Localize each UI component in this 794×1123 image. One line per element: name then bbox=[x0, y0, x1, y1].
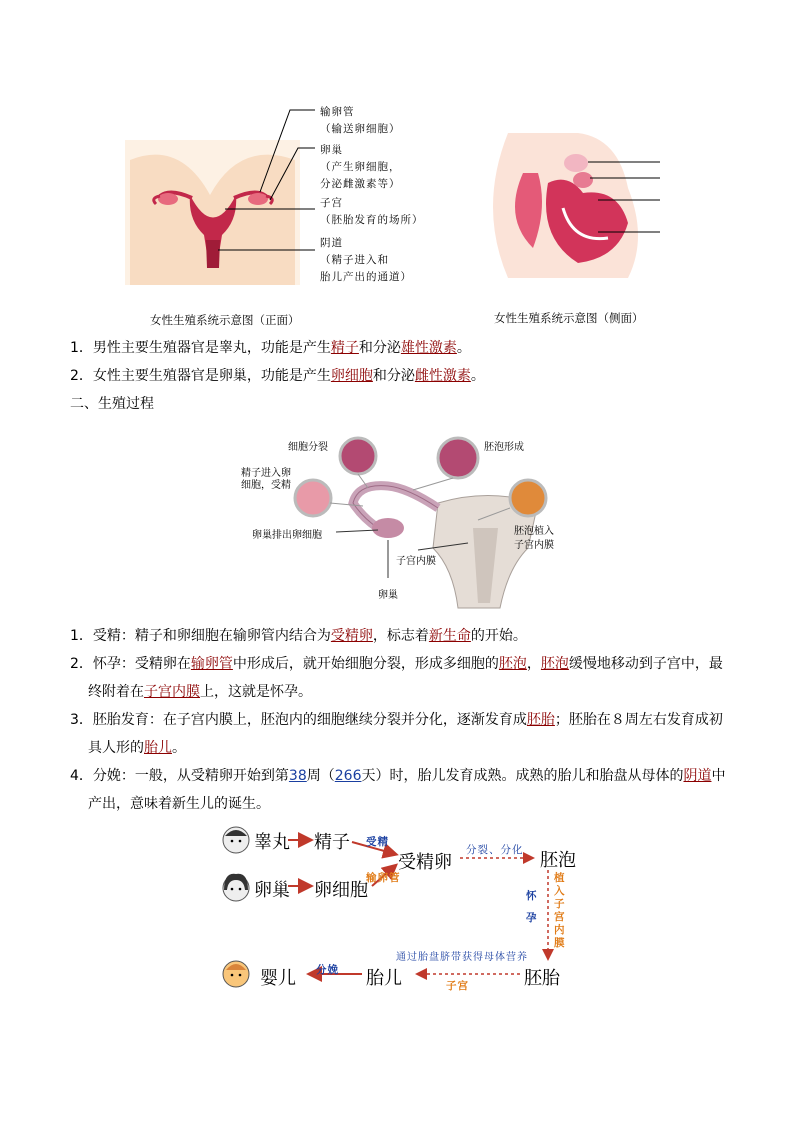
implant-char: 内 bbox=[554, 924, 566, 936]
reproduction-flow-diagram bbox=[220, 824, 590, 994]
caption-front: 女性生殖系统示意图（正面） bbox=[150, 313, 300, 327]
female-reproductive-front-figure bbox=[120, 100, 430, 320]
text: 上，这就是怀孕。 bbox=[200, 684, 312, 700]
flow-preg-1: 怀 bbox=[526, 890, 538, 902]
text: ， bbox=[526, 656, 541, 672]
label-implant-2: 子宫内膜 bbox=[514, 540, 554, 551]
text: 中 bbox=[711, 768, 726, 784]
pregnancy-paragraph bbox=[70, 650, 730, 706]
answer-endometrium: 子宫内膜 bbox=[144, 684, 200, 700]
answer-266-days: 266 bbox=[334, 768, 362, 784]
note-ovary-2: 分泌雌激素等） bbox=[320, 178, 401, 190]
note-vagina-1: （精子进入和 bbox=[320, 254, 389, 266]
birth-paragraph bbox=[70, 762, 730, 818]
female-organ-paragraph bbox=[70, 362, 730, 390]
answer-new-life: 新生命 bbox=[428, 628, 471, 644]
label-blastocyst-form: 胚泡形成 bbox=[484, 442, 524, 453]
text: 天）时，胎儿发育成熟。成熟的胎儿和胎盘从母体的 bbox=[361, 768, 684, 784]
answer-blastocyst: 胚泡 bbox=[498, 656, 527, 672]
flow-divide: 分裂、分化 bbox=[466, 844, 524, 856]
text: 2．女性主要生殖器官是卵巢，功能是产生 bbox=[70, 368, 331, 384]
text: 具人形的 bbox=[88, 740, 144, 756]
label-cell-division: 细胞分裂 bbox=[288, 442, 328, 453]
text: 周（ bbox=[306, 768, 335, 784]
answer-sperm: 精子 bbox=[330, 340, 359, 356]
implant-char: 植 bbox=[554, 872, 566, 884]
implant-char: 子 bbox=[554, 898, 566, 910]
text: 。 bbox=[172, 740, 186, 756]
text: ，标志着 bbox=[372, 628, 429, 644]
flow-zygote: 受精卵 bbox=[398, 852, 452, 873]
implant-char: 入 bbox=[554, 885, 566, 897]
female-reproductive-side-figure bbox=[478, 128, 663, 288]
flow-implant bbox=[554, 872, 566, 950]
flow-sperm: 精子 bbox=[314, 832, 350, 853]
text: 的开始。 bbox=[470, 628, 527, 644]
flow-uterus: 子宫 bbox=[446, 980, 469, 992]
male-organ-paragraph bbox=[70, 334, 730, 362]
label-vagina: 阴道 bbox=[320, 237, 343, 249]
text: 产出，意味着新生儿的诞生。 bbox=[88, 796, 270, 812]
flow-testis: 睾丸 bbox=[254, 832, 290, 853]
woman-face-icon bbox=[223, 874, 249, 901]
man-face-icon bbox=[223, 827, 249, 853]
text: 。 bbox=[456, 340, 471, 356]
text: 和分泌 bbox=[358, 340, 401, 356]
text: 2．怀孕：受精卵在 bbox=[70, 656, 191, 672]
flow-fertilize: 受精 bbox=[366, 836, 389, 848]
answer-oviduct: 输卵管 bbox=[190, 656, 233, 672]
text: 。 bbox=[470, 368, 485, 384]
label-sperm-enter-1: 精子进入卵 bbox=[241, 468, 291, 479]
fertilization-paragraph bbox=[70, 622, 730, 650]
label-sperm-enter-2: 细胞，受精 bbox=[241, 480, 291, 491]
flow-birth: 分娩 bbox=[316, 964, 339, 976]
note-uterus: （胚胎发育的场所） bbox=[320, 214, 424, 226]
reproduction-process-figure bbox=[238, 428, 568, 613]
embryo-paragraph bbox=[70, 706, 730, 762]
text: 中形成后，就开始细胞分裂，形成多细胞的 bbox=[232, 656, 499, 672]
answer-male-hormone: 雄性激素 bbox=[400, 340, 457, 356]
implant-char: 膜 bbox=[554, 937, 566, 949]
flow-blastocyst: 胚泡 bbox=[540, 850, 576, 871]
text: 缓慢地移动到子宫中，最 bbox=[568, 656, 723, 672]
text: 终附着在 bbox=[88, 684, 144, 700]
flow-oviduct: 输卵管 bbox=[366, 872, 401, 884]
label-ovary-release: 卵巢排出卵细胞 bbox=[252, 530, 322, 541]
note-oviduct: （输送卵细胞） bbox=[320, 123, 401, 135]
text: ；胚胎在８周左右发育成初 bbox=[554, 712, 723, 728]
label-ovary: 卵巢 bbox=[378, 590, 398, 601]
note-ovary-1: （产生卵细胞， bbox=[320, 161, 401, 173]
answer-embryo: 胚胎 bbox=[526, 712, 555, 728]
flow-fetus: 胎儿 bbox=[366, 968, 402, 989]
label-ovary: 卵巢 bbox=[320, 144, 343, 156]
answer-female-hormone: 雌性激素 bbox=[414, 368, 471, 384]
label-oviduct: 输卵管 bbox=[320, 106, 355, 118]
implant-char: 宫 bbox=[554, 911, 566, 923]
section-heading: 二、生殖过程 bbox=[70, 396, 154, 412]
flow-baby: 婴儿 bbox=[260, 968, 296, 989]
answer-38-weeks: 38 bbox=[288, 768, 307, 784]
answer-zygote: 受精卵 bbox=[330, 628, 373, 644]
answer-egg: 卵细胞 bbox=[330, 368, 373, 384]
label-implant-1: 胚泡植入 bbox=[514, 526, 554, 537]
caption-side: 女性生殖系统示意图（侧面） bbox=[494, 311, 644, 325]
text: 3．胚胎发育：在子宫内膜上，胚泡内的细胞继续分裂并分化，逐渐发育成 bbox=[70, 712, 527, 728]
label-uterus: 子宫 bbox=[320, 197, 343, 209]
side-view-illustration bbox=[478, 128, 663, 288]
text: 1．受精：精子和卵细胞在输卵管内结合为 bbox=[70, 628, 331, 644]
baby-face-icon bbox=[223, 961, 249, 987]
flow-preg-2: 孕 bbox=[526, 912, 538, 924]
label-endometrium: 子宫内膜 bbox=[396, 556, 436, 567]
flow-egg: 卵细胞 bbox=[314, 880, 368, 901]
text: 和分泌 bbox=[372, 368, 415, 384]
flow-placenta: 通过胎盘脐带获得母体营养 bbox=[396, 952, 528, 963]
text: 1．男性主要生殖器官是睾丸，功能是产生 bbox=[70, 340, 331, 356]
text: 4．分娩：一般，从受精卵开始到第 bbox=[70, 768, 289, 784]
reproduction-illustration bbox=[238, 428, 568, 613]
answer-fetus: 胎儿 bbox=[144, 740, 172, 756]
note-vagina-2: 胎儿产出的通道） bbox=[320, 271, 412, 283]
answer-vagina: 阴道 bbox=[683, 768, 712, 784]
flow-ovary: 卵巢 bbox=[254, 880, 290, 901]
answer-blastocyst-2: 胚泡 bbox=[540, 656, 569, 672]
flow-embryo: 胚胎 bbox=[524, 968, 560, 989]
